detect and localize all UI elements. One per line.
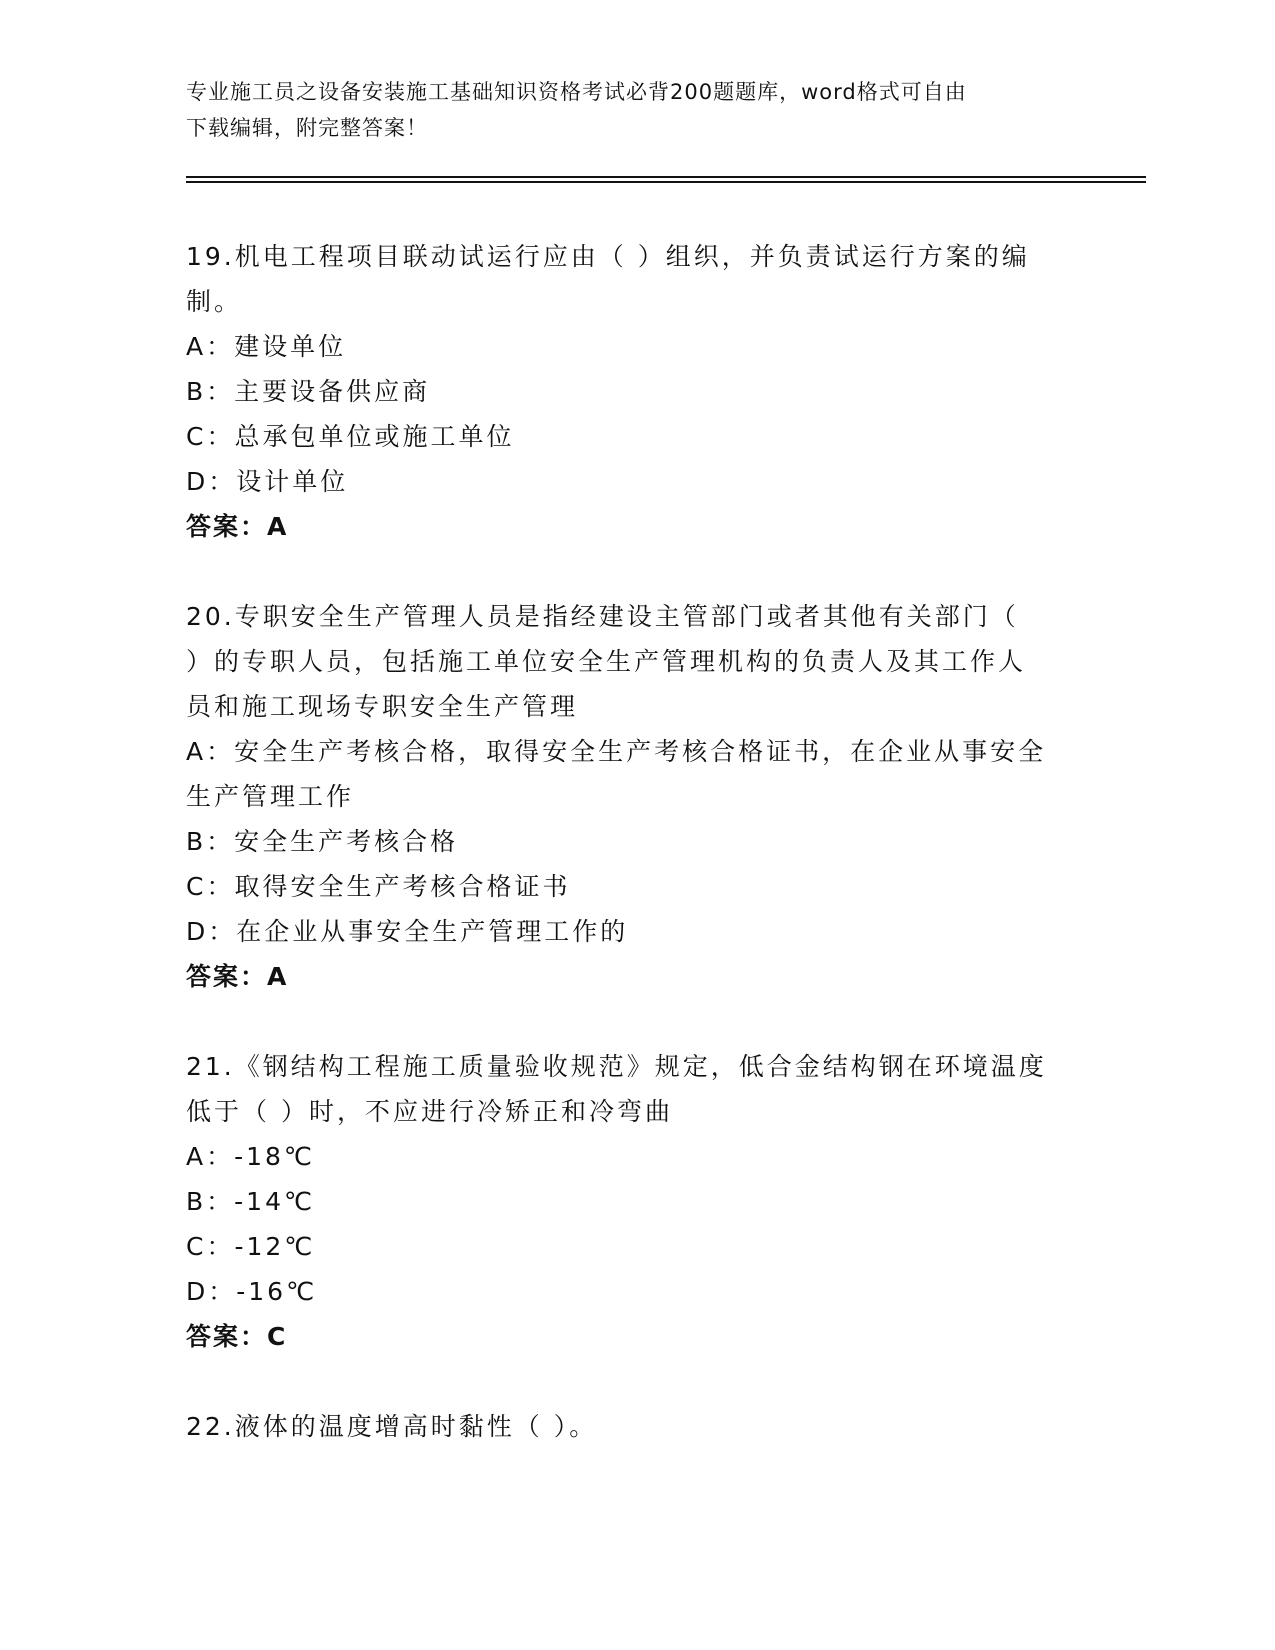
option-b: B：安全生产考核合格	[186, 827, 459, 856]
question-22	[186, 1404, 1066, 1449]
option-b: B：-14℃	[186, 1187, 316, 1216]
answer-label: 答案：C	[186, 1322, 288, 1351]
question-stem-line: 员和施工现场专职安全生产管理	[186, 692, 579, 721]
option-c: C：-12℃	[186, 1232, 316, 1261]
option-b: B：主要设备供应商	[186, 377, 431, 406]
option-d: D：设计单位	[186, 467, 349, 496]
question-20	[186, 594, 1066, 999]
option-a: A：安全生产考核合格，取得安全生产考核合格证书，在企业从事安全	[186, 737, 1047, 766]
question-stem-line: 21.《钢结构工程施工质量验收规范》规定，低合金结构钢在环境温度	[186, 1052, 1047, 1081]
question-stem-line: 20.专职安全生产管理人员是指经建设主管部门或者其他有关部门（	[186, 602, 1019, 631]
header-divider-bottom	[186, 181, 1146, 183]
question-spacer	[186, 999, 1066, 1044]
header-divider-top	[186, 176, 1146, 178]
header-line-1: 专业施工员之设备安装施工基础知识资格考试必背200题题库，word格式可自由	[186, 80, 967, 104]
question-21	[186, 1044, 1066, 1359]
answer-label: 答案：A	[186, 962, 289, 991]
header-line-2: 下载编辑，附完整答案！	[186, 116, 428, 140]
option-d: D：在企业从事安全生产管理工作的	[186, 917, 629, 946]
option-a: A：-18℃	[186, 1142, 316, 1171]
question-stem-line: 19.机电工程项目联动试运行应由（ ）组织，并负责试运行方案的编	[186, 242, 1030, 271]
document-header	[186, 74, 1086, 146]
answer-label: 答案：A	[186, 512, 289, 541]
question-stem-line: 低于（ ）时，不应进行冷矫正和冷弯曲	[186, 1097, 673, 1126]
option-a-continued: 生产管理工作	[186, 782, 355, 811]
question-stem-line: ）的专职人员，包括施工单位安全生产管理机构的负责人及其工作人	[186, 647, 1027, 676]
question-spacer	[186, 1359, 1066, 1404]
question-19	[186, 234, 1066, 549]
question-stem-line: 22.液体的温度增高时黏性（ ）。	[186, 1412, 598, 1441]
question-stem-line: 制。	[186, 287, 243, 316]
question-spacer	[186, 549, 1066, 594]
option-a: A：建设单位	[186, 332, 347, 361]
option-c: C：总承包单位或施工单位	[186, 422, 515, 451]
question-list	[186, 234, 1066, 1449]
option-d: D：-16℃	[186, 1277, 318, 1306]
option-c: C：取得安全生产考核合格证书	[186, 872, 571, 901]
